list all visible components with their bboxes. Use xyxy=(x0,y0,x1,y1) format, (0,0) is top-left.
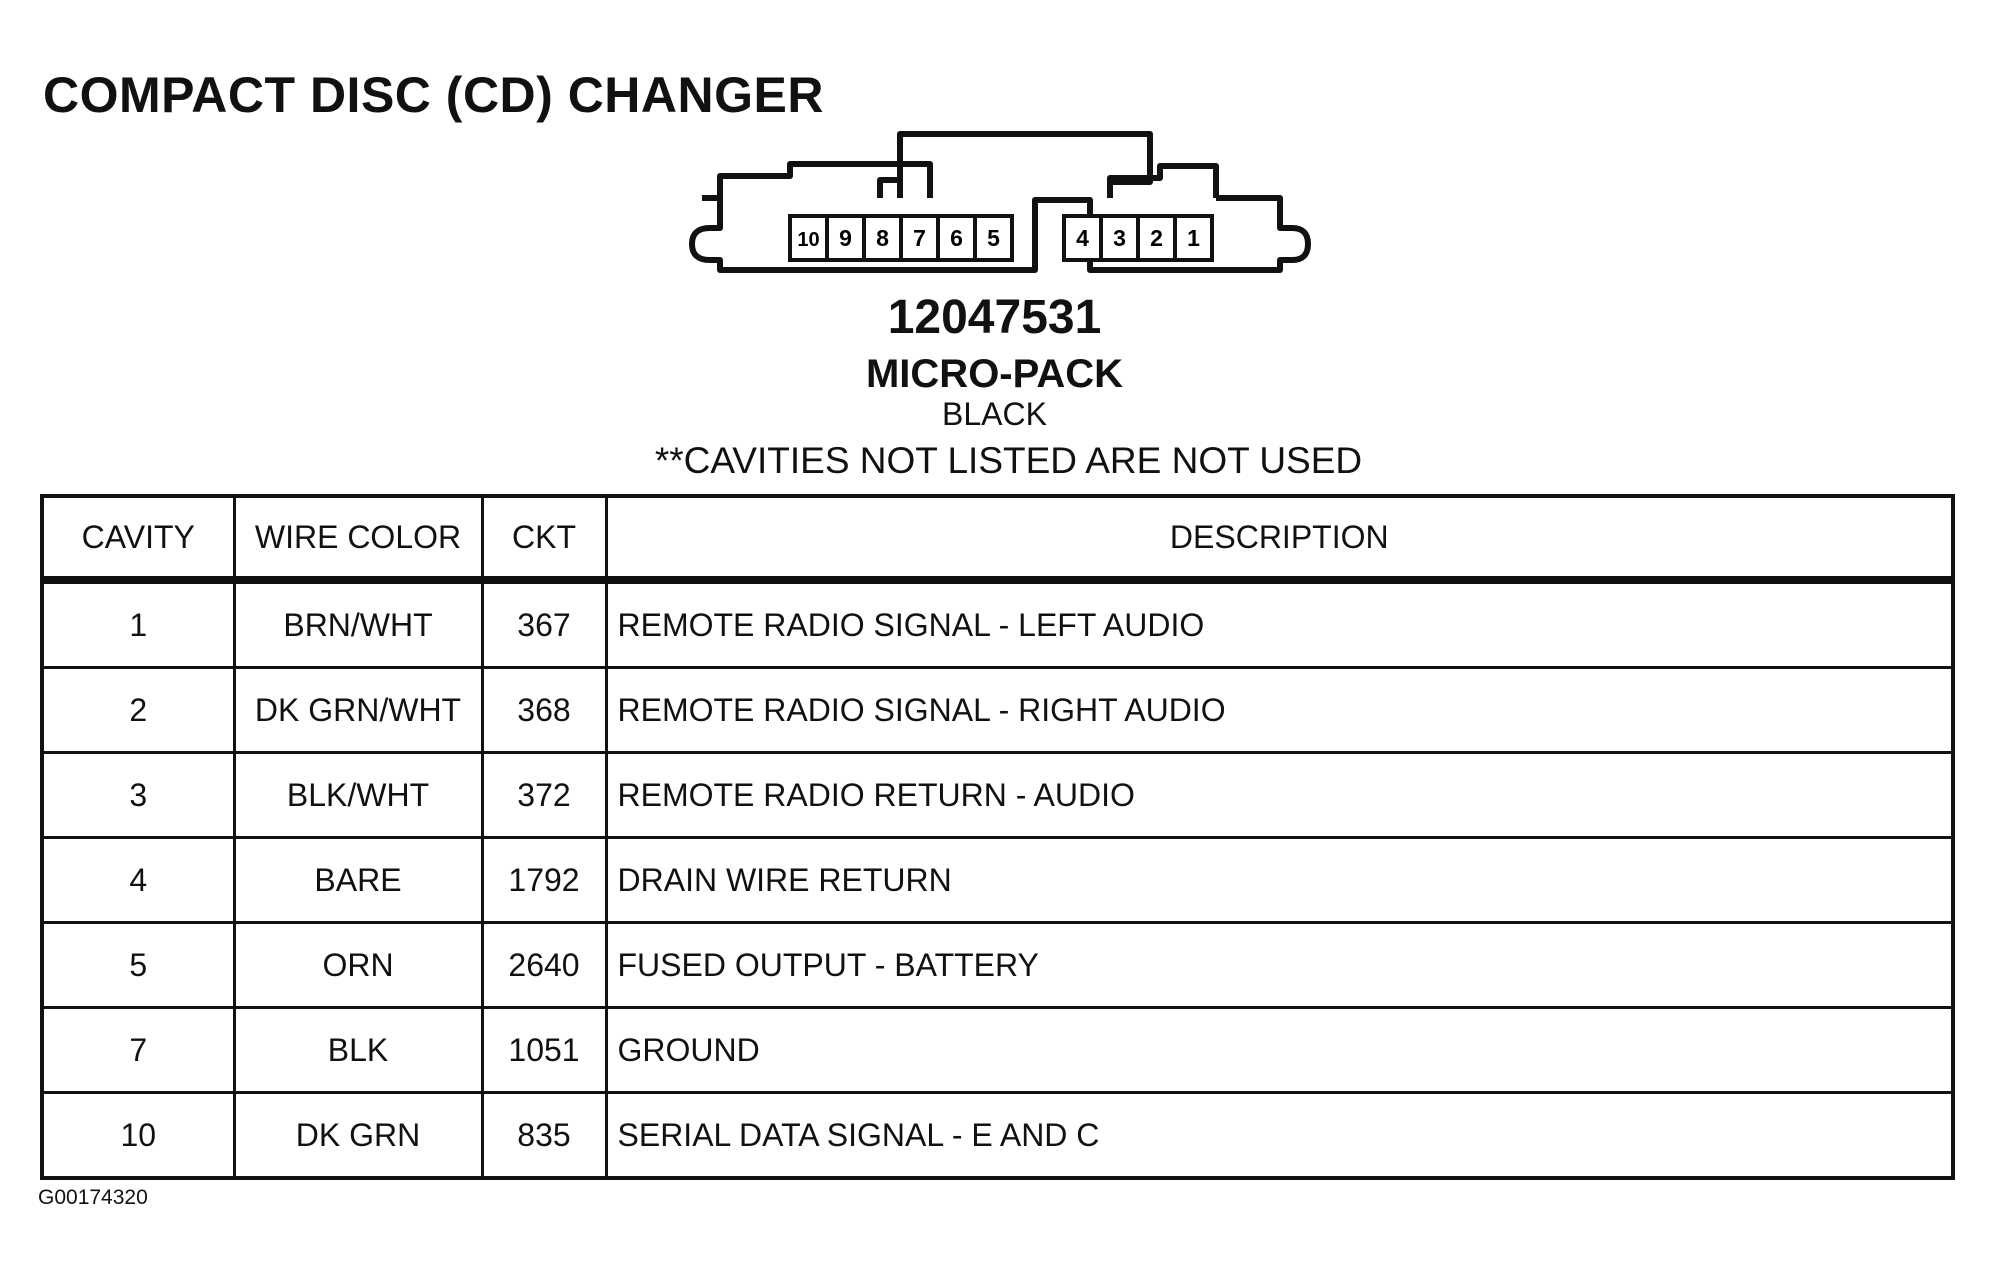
cell-ckt: 1792 xyxy=(482,838,606,923)
cell-wire-color: DK GRN xyxy=(234,1093,482,1179)
cell-description: FUSED OUTPUT - BATTERY xyxy=(606,923,1953,1008)
cell-cavity: 4 xyxy=(42,838,234,923)
connector-pin-4 xyxy=(1064,216,1101,260)
table-row xyxy=(42,668,1953,753)
cell-ckt: 1051 xyxy=(482,1008,606,1093)
cell-cavity: 1 xyxy=(42,580,234,668)
cell-description: REMOTE RADIO SIGNAL - RIGHT AUDIO xyxy=(606,668,1953,753)
connector-pin-9 xyxy=(827,216,864,260)
cell-ckt: 835 xyxy=(482,1093,606,1179)
cell-description: DRAIN WIRE RETURN xyxy=(606,838,1953,923)
connector-type: MICRO-PACK xyxy=(865,352,1123,396)
cell-description: GROUND xyxy=(606,1008,1953,1093)
cell-ckt: 367 xyxy=(482,580,606,668)
cell-wire-color: DK GRN/WHT xyxy=(234,668,482,753)
cell-wire-color: BLK/WHT xyxy=(234,753,482,838)
cell-wire-color: ORN xyxy=(234,923,482,1008)
cell-cavity: 3 xyxy=(42,753,234,838)
cell-ckt: 2640 xyxy=(482,923,606,1008)
connector-pin-label: 1 xyxy=(1187,225,1200,251)
connector-diagram xyxy=(680,120,1320,300)
table-row xyxy=(42,580,1953,668)
cell-description: SERIAL DATA SIGNAL - E AND C xyxy=(606,1093,1953,1179)
cell-ckt: 368 xyxy=(482,668,606,753)
cell-ckt: 372 xyxy=(482,753,606,838)
connector-pin-label: 5 xyxy=(987,225,1000,251)
connector-color: BLACK xyxy=(942,396,1047,432)
header-ckt: CKT xyxy=(482,496,606,580)
connector-pin-3 xyxy=(1101,216,1138,260)
header-description: DESCRIPTION xyxy=(606,496,1953,580)
connector-pin-label: 4 xyxy=(1076,225,1089,251)
cell-cavity: 10 xyxy=(42,1093,234,1179)
connector-pin-10 xyxy=(790,216,827,260)
connector-pin-label: 7 xyxy=(913,225,926,251)
cell-wire-color: BRN/WHT xyxy=(234,580,482,668)
connector-pin-8 xyxy=(864,216,901,260)
header-wire-color: WIRE COLOR xyxy=(234,496,482,580)
cell-cavity: 2 xyxy=(42,668,234,753)
connector-pin-label: 3 xyxy=(1113,225,1126,251)
connector-pin-7 xyxy=(901,216,938,260)
cell-description: REMOTE RADIO SIGNAL - LEFT AUDIO xyxy=(606,580,1953,668)
connector-pin-1 xyxy=(1175,216,1212,260)
connector-pin-5 xyxy=(975,216,1012,260)
page-title: COMPACT DISC (CD) CHANGER xyxy=(43,67,824,123)
pin-group-left xyxy=(790,216,1012,260)
connector-pin-label: 2 xyxy=(1150,225,1163,251)
table-row xyxy=(42,923,1953,1008)
cavity-note: **CAVITIES NOT LISTED ARE NOT USED xyxy=(654,440,1363,481)
connector-pin-label: 6 xyxy=(950,225,963,251)
cell-cavity: 5 xyxy=(42,923,234,1008)
cell-wire-color: BLK xyxy=(234,1008,482,1093)
table-row xyxy=(42,1008,1953,1093)
connector-pin-label: 10 xyxy=(797,229,820,251)
table-row xyxy=(42,753,1953,838)
cell-wire-color: BARE xyxy=(234,838,482,923)
cell-description: REMOTE RADIO RETURN - AUDIO xyxy=(606,753,1953,838)
figure-id: G00174320 xyxy=(38,1186,148,1209)
cell-cavity: 7 xyxy=(42,1008,234,1093)
header-cavity: CAVITY xyxy=(42,496,234,580)
table-row xyxy=(42,1093,1953,1179)
table-header-row xyxy=(42,496,1953,580)
connector-pin-2 xyxy=(1138,216,1175,260)
connector-part-number: 12047531 xyxy=(887,291,1102,344)
pin-group-right xyxy=(1064,216,1212,260)
table-row xyxy=(42,838,1953,923)
connector-pin-label: 9 xyxy=(839,225,852,251)
connector-pin-label: 8 xyxy=(876,225,889,251)
pinout-table xyxy=(40,494,1955,1180)
connector-pin-6 xyxy=(938,216,975,260)
